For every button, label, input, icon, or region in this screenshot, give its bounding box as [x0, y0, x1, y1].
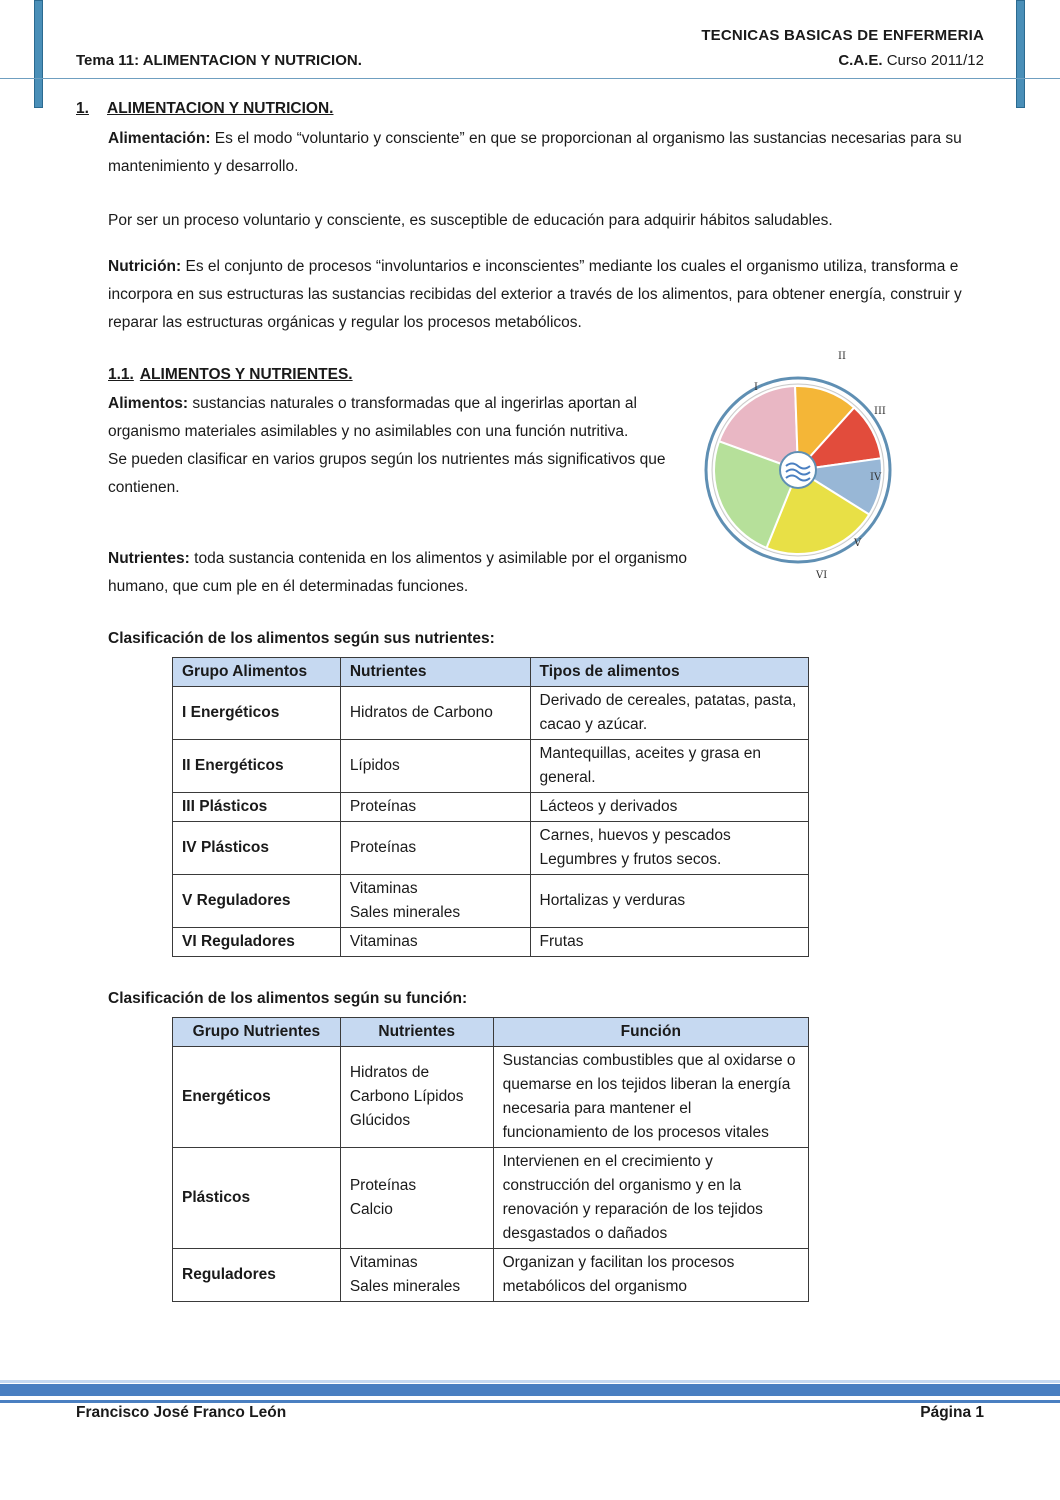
section-1-1-title: ALIMENTOS Y NUTRIENTES.: [139, 366, 353, 383]
nutrients-table-cell: V Reguladores: [173, 875, 341, 928]
section-1-title: ALIMENTACION Y NUTRICION.: [107, 100, 334, 117]
footer-light-band: [0, 1380, 1060, 1383]
nutrients-table-row: [173, 822, 809, 875]
section-1-number: 1.: [76, 100, 89, 117]
section-1-1-number: 1.1.: [108, 366, 134, 383]
nutrients-table-cell: II Energéticos: [173, 740, 341, 793]
food-wheel-label: II: [838, 351, 846, 362]
food-wheel-label: V: [854, 538, 862, 549]
nutrients-table-row: [173, 793, 809, 822]
header-year: [838, 52, 984, 69]
alimentos-text: sustancias naturales o transformadas que al ingerirlas aportan al organismo materiales asimilables y no asimilables con una función nutritiva.: [108, 395, 637, 440]
food-wheel-label: III: [874, 406, 886, 417]
functions-table-cell: Organizan y facilitan los procesos metabólicos del organismo: [493, 1249, 808, 1302]
nutricion-paragraph: [108, 253, 988, 337]
nutricion-text: Es el conjunto de procesos “involuntarios e inconscientes” mediante los cuales el organismo utiliza, transforma e incorpora en sus estructuras las sustancias recibidas del exterior a través de los alimentos, para obtener energía, construir y reparar las estructuras orgánicas y regular los procesos metabólicos.: [108, 258, 962, 331]
nutrientes-paragraph: [108, 545, 693, 601]
nutrients-table-cell: Hidratos de Carbono: [340, 687, 530, 740]
functions-header-group: Grupo Nutrientes: [173, 1018, 341, 1047]
nutrients-table-cell: Derivado de cereales, patatas, pasta, cacao y azúcar.: [530, 687, 808, 740]
header-right-bar: [1016, 0, 1025, 108]
nutrients-table-cell: Lípidos: [340, 740, 530, 793]
functions-table-cell: Intervienen en el crecimiento y construcción del organismo y en la renovación y reparación de los tejidos desgastados o dañados: [493, 1148, 808, 1249]
header-topic: Tema 11: ALIMENTACION Y NUTRICION.: [76, 52, 362, 69]
nutrients-header-group: Grupo Alimentos: [173, 658, 341, 687]
food-wheel-label: VI: [816, 570, 828, 581]
nutrients-table-cell: IV Plásticos: [173, 822, 341, 875]
footer-thin-line: [0, 1400, 1060, 1403]
nutrients-table-cell: I Energéticos: [173, 687, 341, 740]
table-2-caption: Clasificación de los alimentos según su función:: [108, 990, 468, 1007]
nutrients-header-types: Tipos de alimentos: [530, 658, 808, 687]
header-left-bar: [34, 0, 43, 108]
nutrientes-term: Nutrientes:: [108, 550, 190, 567]
nutrients-table-cell: Vitaminas Sales minerales: [340, 875, 530, 928]
functions-table-header: [173, 1018, 809, 1047]
nutrients-table-cell: Vitaminas: [340, 928, 530, 957]
functions-table-cell: Reguladores: [173, 1249, 341, 1302]
table-1-caption: Clasificación de los alimentos según sus nutrientes:: [108, 630, 495, 647]
footer-band: [0, 1384, 1060, 1396]
functions-table: [172, 1017, 809, 1302]
nutrients-table-cell: Lácteos y derivados: [530, 793, 808, 822]
functions-table-cell: Sustancias combustibles que al oxidarse o quemarse en los tejidos liberan la energía necesaria para mantener el funcionamiento de los procesos vitales: [493, 1047, 808, 1148]
nutrients-table-cell: Proteínas: [340, 793, 530, 822]
nutrients-table-row: [173, 875, 809, 928]
functions-header-function: Función: [493, 1018, 808, 1047]
nutrients-table-header: [173, 658, 809, 687]
nutrients-table-cell: Frutas: [530, 928, 808, 957]
food-wheel-label: I: [754, 382, 758, 393]
food-wheel-center: [780, 452, 816, 488]
food-wheel-diagram: [704, 346, 892, 594]
nutrients-table-cell: Carnes, huevos y pescados Legumbres y frutos secos.: [530, 822, 808, 875]
nutrients-table-row: [173, 740, 809, 793]
proceso-text: Por ser un proceso voluntario y consciente, es susceptible de educación para adquirir hábitos saludables.: [108, 212, 833, 229]
functions-table-row: [173, 1249, 809, 1302]
alimentos-paragraph: [108, 390, 693, 502]
nutrients-table-cell: Mantequillas, aceites y grasa en general.: [530, 740, 808, 793]
functions-table-cell: Vitaminas Sales minerales: [340, 1249, 493, 1302]
functions-table-row: [173, 1148, 809, 1249]
alimentacion-term: Alimentación:: [108, 130, 211, 147]
clasificacion-text: Se pueden clasificar en varios grupos según los nutrientes más significativos que contienen.: [108, 451, 666, 496]
nutrients-header-nutrients: Nutrientes: [340, 658, 530, 687]
proceso-paragraph: [108, 207, 988, 235]
nutrients-table-cell: VI Reguladores: [173, 928, 341, 957]
nutrientes-text: toda sustancia contenida en los alimentos y asimilable por el organismo humano, que cum ple en él determinadas funciones.: [108, 550, 687, 595]
alimentos-term: Alimentos:: [108, 395, 189, 412]
functions-table-cell: Plásticos: [173, 1148, 341, 1249]
header-year-text: Curso 2011/12: [886, 52, 984, 69]
functions-table-cell: Proteínas Calcio: [340, 1148, 493, 1249]
nutrients-table-row: [173, 928, 809, 957]
footer-page: Página 1: [920, 1404, 984, 1421]
functions-table-cell: Hidratos de Carbono Lípidos Glúcidos: [340, 1047, 493, 1148]
alimentacion-text: Es el modo “voluntario y consciente” en que se proporcionan al organismo las sustancias necesarias para su mantenimiento y desarrollo.: [108, 130, 962, 175]
section-1-heading: [76, 100, 333, 118]
functions-table-row: [173, 1047, 809, 1148]
nutrients-table-cell: III Plásticos: [173, 793, 341, 822]
alimentacion-paragraph: [108, 125, 988, 181]
header-cae: C.A.E.: [838, 52, 883, 69]
nutrients-table-cell: Proteínas: [340, 822, 530, 875]
nutrients-table-cell: Hortalizas y verduras: [530, 875, 808, 928]
nutricion-term: Nutrición:: [108, 258, 182, 275]
footer-author: Francisco José Franco León: [76, 1404, 287, 1421]
functions-table-cell: Energéticos: [173, 1047, 341, 1148]
header-course: TECNICAS BASICAS DE ENFERMERIA: [701, 27, 984, 44]
functions-header-nutrients: Nutrientes: [340, 1018, 493, 1047]
food-wheel-label: IV: [870, 472, 882, 483]
section-1-1-heading: [108, 366, 353, 384]
header-divider: [0, 78, 1060, 79]
nutrients-table-row: [173, 687, 809, 740]
nutrients-table: [172, 657, 809, 957]
